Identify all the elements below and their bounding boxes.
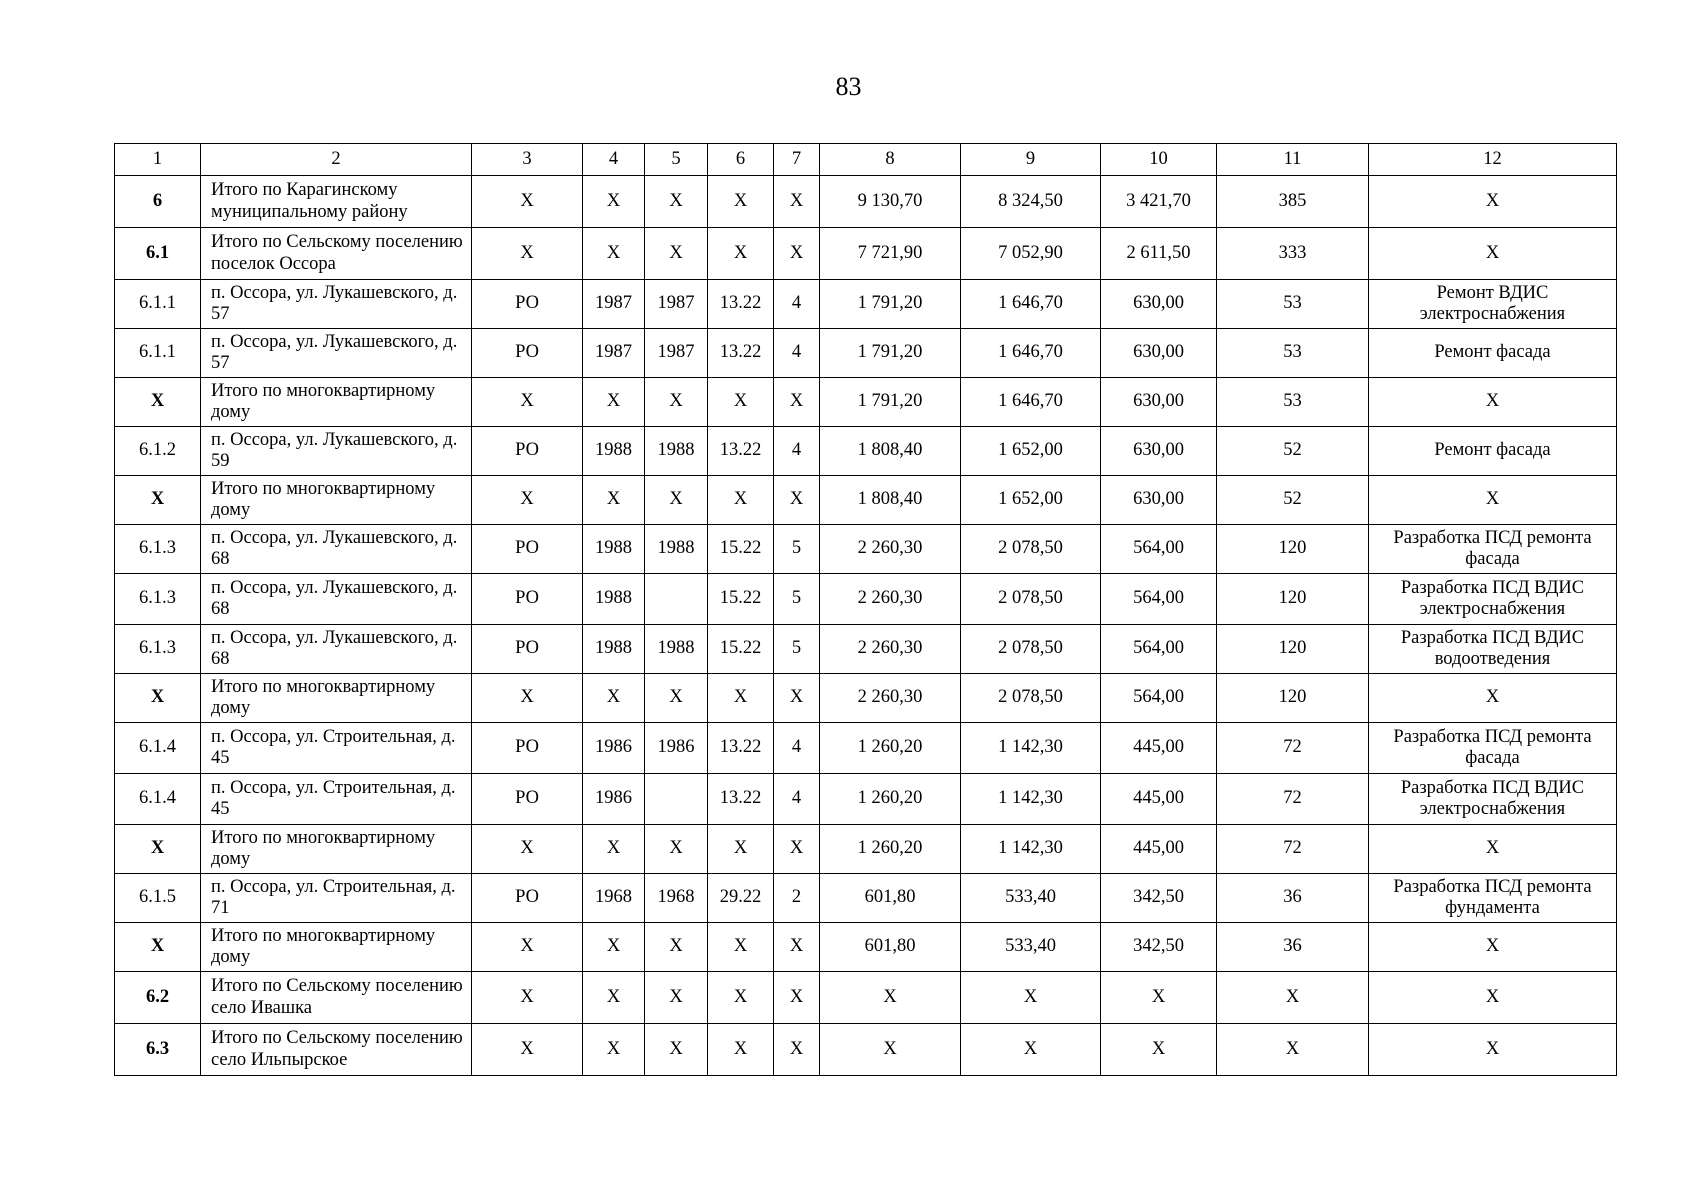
cell-col5 [645, 774, 708, 825]
cell-col9: 1 142,30 [961, 774, 1101, 825]
table-row [115, 280, 1617, 329]
data-table [114, 143, 1617, 1076]
cell-col9: 533,40 [961, 874, 1101, 923]
cell-col4: X [583, 378, 645, 427]
column-header: 3 [472, 144, 583, 176]
cell-col7: X [774, 378, 820, 427]
cell-col5: 1988 [645, 625, 708, 674]
cell-col11: X [1217, 972, 1369, 1024]
cell-col12: Разработка ПСД ремонта фасада [1369, 525, 1617, 574]
column-header: 8 [820, 144, 961, 176]
cell-col6: X [708, 923, 774, 972]
cell-col3: X [472, 476, 583, 525]
cell-col8: 1 260,20 [820, 774, 961, 825]
cell-col8: 9 130,70 [820, 176, 961, 228]
cell-col5: 1986 [645, 723, 708, 774]
cell-col10: 564,00 [1101, 574, 1217, 625]
cell-col10: 630,00 [1101, 280, 1217, 329]
cell-col9: 8 324,50 [961, 176, 1101, 228]
cell-col7: 4 [774, 427, 820, 476]
cell-col11: 385 [1217, 176, 1369, 228]
cell-col4: X [583, 176, 645, 228]
cell-col3: X [472, 674, 583, 723]
cell-col8: 2 260,30 [820, 674, 961, 723]
cell-col11: 120 [1217, 525, 1369, 574]
cell-col12: X [1369, 228, 1617, 280]
cell-col12: Ремонт фасада [1369, 329, 1617, 378]
row-address: Итого по Сельскому поселению поселок Оссора [201, 228, 472, 280]
table-row [115, 674, 1617, 723]
cell-col9: X [961, 1024, 1101, 1076]
table-row [115, 476, 1617, 525]
cell-col7: X [774, 972, 820, 1024]
cell-col11: 53 [1217, 378, 1369, 427]
cell-col10: 564,00 [1101, 674, 1217, 723]
cell-col4: X [583, 228, 645, 280]
cell-col3: РО [472, 625, 583, 674]
cell-col11: 36 [1217, 874, 1369, 923]
column-header: 4 [583, 144, 645, 176]
row-number: 6.1.4 [115, 723, 201, 774]
cell-col12: X [1369, 972, 1617, 1024]
cell-col3: РО [472, 723, 583, 774]
row-number: 6.1.4 [115, 774, 201, 825]
cell-col10: 564,00 [1101, 625, 1217, 674]
cell-col6: 29.22 [708, 874, 774, 923]
row-number: X [115, 674, 201, 723]
cell-col4: 1986 [583, 774, 645, 825]
cell-col7: X [774, 176, 820, 228]
row-address: п. Оссора, ул. Строительная, д. 45 [201, 723, 472, 774]
cell-col6: 15.22 [708, 574, 774, 625]
row-number: X [115, 825, 201, 874]
cell-col9: 1 652,00 [961, 427, 1101, 476]
cell-col5: X [645, 1024, 708, 1076]
cell-col6: X [708, 1024, 774, 1076]
cell-col5: 1987 [645, 280, 708, 329]
cell-col11: 52 [1217, 427, 1369, 476]
cell-col4: 1987 [583, 280, 645, 329]
cell-col6: 13.22 [708, 427, 774, 476]
cell-col3: РО [472, 280, 583, 329]
cell-col4: X [583, 923, 645, 972]
cell-col5: X [645, 176, 708, 228]
cell-col10: 342,50 [1101, 874, 1217, 923]
cell-col6: 15.22 [708, 625, 774, 674]
cell-col6: X [708, 228, 774, 280]
cell-col10: 630,00 [1101, 329, 1217, 378]
table-row [115, 723, 1617, 774]
cell-col7: X [774, 228, 820, 280]
row-number: 6.1.3 [115, 574, 201, 625]
column-header: 1 [115, 144, 201, 176]
cell-col6: X [708, 674, 774, 723]
cell-col3: X [472, 1024, 583, 1076]
column-header: 9 [961, 144, 1101, 176]
cell-col4: 1988 [583, 427, 645, 476]
table-row [115, 874, 1617, 923]
cell-col11: 72 [1217, 825, 1369, 874]
column-header: 5 [645, 144, 708, 176]
cell-col4: 1987 [583, 329, 645, 378]
row-number: 6.1.2 [115, 427, 201, 476]
cell-col7: X [774, 674, 820, 723]
cell-col7: X [774, 825, 820, 874]
cell-col11: 333 [1217, 228, 1369, 280]
cell-col4: X [583, 972, 645, 1024]
cell-col5: X [645, 228, 708, 280]
cell-col4: 1988 [583, 525, 645, 574]
row-number: 6.1.3 [115, 625, 201, 674]
cell-col8: 1 791,20 [820, 378, 961, 427]
cell-col8: 601,80 [820, 874, 961, 923]
row-address: Итого по многоквартирному дому [201, 378, 472, 427]
cell-col12: Разработка ПСД ВДИС электроснабжения [1369, 774, 1617, 825]
cell-col10: X [1101, 972, 1217, 1024]
cell-col5: X [645, 476, 708, 525]
row-number: X [115, 923, 201, 972]
table-row [115, 176, 1617, 228]
cell-col4: X [583, 1024, 645, 1076]
cell-col6: 13.22 [708, 723, 774, 774]
table-row [115, 427, 1617, 476]
cell-col10: 630,00 [1101, 427, 1217, 476]
cell-col11: 72 [1217, 723, 1369, 774]
cell-col9: 2 078,50 [961, 625, 1101, 674]
cell-col12: X [1369, 923, 1617, 972]
cell-col8: 2 260,30 [820, 574, 961, 625]
cell-col12: Ремонт ВДИС электроснабжения [1369, 280, 1617, 329]
cell-col12: X [1369, 378, 1617, 427]
row-number: 6 [115, 176, 201, 228]
row-number: 6.1.1 [115, 280, 201, 329]
row-address: Итого по Карагинскому муниципальному району [201, 176, 472, 228]
column-header: 11 [1217, 144, 1369, 176]
cell-col10: 2 611,50 [1101, 228, 1217, 280]
cell-col7: 5 [774, 525, 820, 574]
cell-col6: 13.22 [708, 329, 774, 378]
row-address: п. Оссора, ул. Лукашевского, д. 59 [201, 427, 472, 476]
cell-col10: 445,00 [1101, 774, 1217, 825]
cell-col9: 1 652,00 [961, 476, 1101, 525]
table-row [115, 574, 1617, 625]
cell-col8: X [820, 1024, 961, 1076]
cell-col11: 53 [1217, 329, 1369, 378]
cell-col7: 4 [774, 774, 820, 825]
table-row [115, 378, 1617, 427]
row-address: п. Оссора, ул. Лукашевского, д. 57 [201, 329, 472, 378]
cell-col8: 1 791,20 [820, 329, 961, 378]
column-header: 7 [774, 144, 820, 176]
row-address: п. Оссора, ул. Лукашевского, д. 68 [201, 625, 472, 674]
cell-col12: X [1369, 825, 1617, 874]
cell-col12: Разработка ПСД ремонта фундамента [1369, 874, 1617, 923]
cell-col6: X [708, 825, 774, 874]
row-number: 6.1.1 [115, 329, 201, 378]
cell-col12: X [1369, 176, 1617, 228]
table-row [115, 825, 1617, 874]
cell-col7: X [774, 476, 820, 525]
cell-col3: РО [472, 329, 583, 378]
row-number: 6.3 [115, 1024, 201, 1076]
cell-col4: X [583, 674, 645, 723]
row-address: п. Оссора, ул. Строительная, д. 45 [201, 774, 472, 825]
cell-col8: 2 260,30 [820, 525, 961, 574]
cell-col11: 120 [1217, 574, 1369, 625]
cell-col7: 5 [774, 625, 820, 674]
cell-col3: РО [472, 774, 583, 825]
cell-col3: X [472, 378, 583, 427]
cell-col11: 52 [1217, 476, 1369, 525]
cell-col9: 1 646,70 [961, 329, 1101, 378]
cell-col9: 7 052,90 [961, 228, 1101, 280]
cell-col10: 3 421,70 [1101, 176, 1217, 228]
cell-col3: X [472, 176, 583, 228]
cell-col7: 4 [774, 723, 820, 774]
cell-col3: РО [472, 427, 583, 476]
row-address: Итого по многоквартирному дому [201, 476, 472, 525]
cell-col10: 445,00 [1101, 825, 1217, 874]
page-number: 83 [835, 72, 862, 101]
cell-col4: X [583, 825, 645, 874]
table-row [115, 329, 1617, 378]
cell-col12: Разработка ПСД ВДИС электроснабжения [1369, 574, 1617, 625]
row-address: Итого по Сельскому поселению село Ивашка [201, 972, 472, 1024]
cell-col8: 1 791,20 [820, 280, 961, 329]
cell-col8: 1 808,40 [820, 476, 961, 525]
cell-col6: 15.22 [708, 525, 774, 574]
cell-col11: 120 [1217, 625, 1369, 674]
row-address: Итого по Сельскому поселению село Ильпырское [201, 1024, 472, 1076]
cell-col8: 2 260,30 [820, 625, 961, 674]
table-row [115, 228, 1617, 280]
cell-col5: X [645, 825, 708, 874]
header-row [115, 144, 1617, 176]
row-address: Итого по многоквартирному дому [201, 674, 472, 723]
column-header: 6 [708, 144, 774, 176]
cell-col5: X [645, 923, 708, 972]
row-address: п. Оссора, ул. Лукашевского, д. 68 [201, 574, 472, 625]
cell-col12: X [1369, 674, 1617, 723]
cell-col11: X [1217, 1024, 1369, 1076]
row-address: п. Оссора, ул. Строительная, д. 71 [201, 874, 472, 923]
row-number: 6.1 [115, 228, 201, 280]
row-address: п. Оссора, ул. Лукашевского, д. 57 [201, 280, 472, 329]
row-number: 6.2 [115, 972, 201, 1024]
cell-col11: 36 [1217, 923, 1369, 972]
cell-col7: X [774, 923, 820, 972]
row-address: п. Оссора, ул. Лукашевского, д. 68 [201, 525, 472, 574]
cell-col9: 1 646,70 [961, 280, 1101, 329]
cell-col9: 2 078,50 [961, 674, 1101, 723]
cell-col9: 2 078,50 [961, 574, 1101, 625]
cell-col10: 630,00 [1101, 378, 1217, 427]
cell-col8: X [820, 972, 961, 1024]
cell-col11: 53 [1217, 280, 1369, 329]
table-row [115, 972, 1617, 1024]
cell-col9: 2 078,50 [961, 525, 1101, 574]
cell-col10: 630,00 [1101, 476, 1217, 525]
cell-col9: 1 142,30 [961, 825, 1101, 874]
cell-col11: 120 [1217, 674, 1369, 723]
row-number: 6.1.5 [115, 874, 201, 923]
cell-col6: X [708, 176, 774, 228]
cell-col3: X [472, 923, 583, 972]
cell-col3: РО [472, 574, 583, 625]
cell-col10: X [1101, 1024, 1217, 1076]
table-row [115, 923, 1617, 972]
cell-col4: 1988 [583, 625, 645, 674]
cell-col7: 2 [774, 874, 820, 923]
cell-col5: 1988 [645, 427, 708, 476]
cell-col5: X [645, 674, 708, 723]
cell-col8: 7 721,90 [820, 228, 961, 280]
cell-col4: X [583, 476, 645, 525]
cell-col10: 445,00 [1101, 723, 1217, 774]
cell-col8: 601,80 [820, 923, 961, 972]
cell-col6: 13.22 [708, 280, 774, 329]
cell-col3: РО [472, 525, 583, 574]
cell-col3: X [472, 228, 583, 280]
column-header: 12 [1369, 144, 1617, 176]
cell-col4: 1988 [583, 574, 645, 625]
cell-col4: 1968 [583, 874, 645, 923]
cell-col4: 1986 [583, 723, 645, 774]
table-row [115, 1024, 1617, 1076]
column-header: 10 [1101, 144, 1217, 176]
cell-col5: X [645, 378, 708, 427]
cell-col7: X [774, 1024, 820, 1076]
table-row [115, 625, 1617, 674]
column-header: 2 [201, 144, 472, 176]
table-row [115, 525, 1617, 574]
row-address: Итого по многоквартирному дому [201, 825, 472, 874]
cell-col7: 4 [774, 280, 820, 329]
cell-col12: Разработка ПСД ремонта фасада [1369, 723, 1617, 774]
cell-col7: 4 [774, 329, 820, 378]
cell-col9: 533,40 [961, 923, 1101, 972]
cell-col8: 1 808,40 [820, 427, 961, 476]
cell-col5: 1968 [645, 874, 708, 923]
cell-col5 [645, 574, 708, 625]
cell-col12: X [1369, 1024, 1617, 1076]
cell-col6: 13.22 [708, 774, 774, 825]
cell-col5: X [645, 972, 708, 1024]
cell-col8: 1 260,20 [820, 825, 961, 874]
cell-col10: 342,50 [1101, 923, 1217, 972]
row-address: Итого по многоквартирному дому [201, 923, 472, 972]
cell-col6: X [708, 378, 774, 427]
cell-col3: X [472, 972, 583, 1024]
table-row [115, 774, 1617, 825]
cell-col3: X [472, 825, 583, 874]
row-number: X [115, 378, 201, 427]
cell-col5: 1988 [645, 525, 708, 574]
cell-col7: 5 [774, 574, 820, 625]
cell-col6: X [708, 476, 774, 525]
row-number: 6.1.3 [115, 525, 201, 574]
cell-col10: 564,00 [1101, 525, 1217, 574]
cell-col12: Разработка ПСД ВДИС водоотведения [1369, 625, 1617, 674]
cell-col8: 1 260,20 [820, 723, 961, 774]
cell-col3: РО [472, 874, 583, 923]
cell-col5: 1987 [645, 329, 708, 378]
cell-col12: Ремонт фасада [1369, 427, 1617, 476]
cell-col12: X [1369, 476, 1617, 525]
cell-col9: 1 142,30 [961, 723, 1101, 774]
cell-col11: 72 [1217, 774, 1369, 825]
cell-col6: X [708, 972, 774, 1024]
cell-col9: X [961, 972, 1101, 1024]
cell-col9: 1 646,70 [961, 378, 1101, 427]
row-number: X [115, 476, 201, 525]
